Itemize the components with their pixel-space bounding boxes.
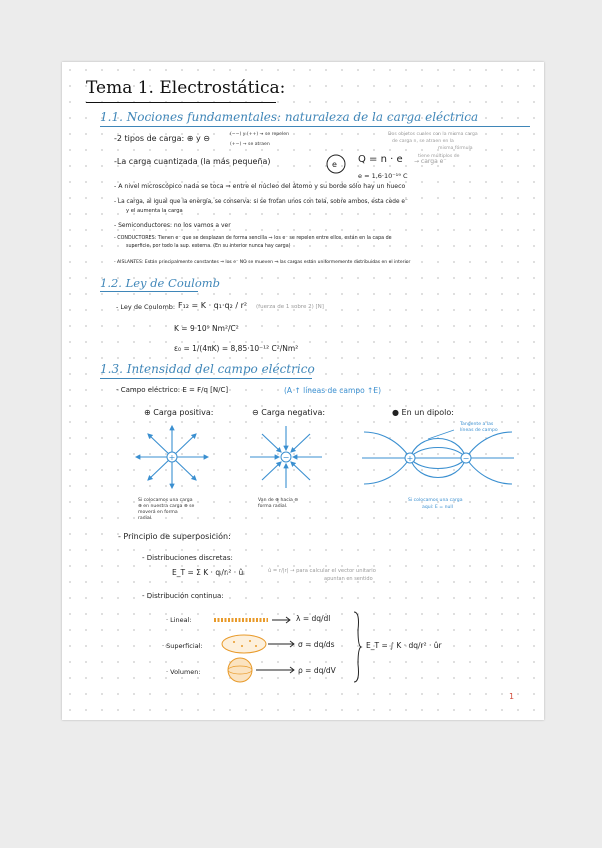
linear-label: · Lineal:: [166, 616, 192, 624]
bullet-microscopic: - A nivel microscópico nada se toca ⇒ entre el núcleo del átomo y su borde sólo hay un hueco: [114, 183, 406, 190]
discrete-label: - Distribuciones discretas:: [142, 554, 233, 562]
page-number: 1: [509, 692, 515, 701]
section-1-underline: [100, 126, 530, 127]
positive-field-diagram: [130, 422, 214, 492]
dipole-label: ● En un dipolo:: [392, 408, 454, 417]
field-label: - Campo eléctrico: E = F/q [N/C]: [116, 386, 229, 394]
linear-distribution-icon: [212, 608, 292, 628]
unit-vector-note-2: apuntan en sentido: [324, 576, 373, 582]
svg-text:+: +: [406, 454, 414, 463]
page-title: Tema 1. Electrostática:: [86, 78, 286, 98]
superposition-label: - Principio de superposición:: [118, 532, 231, 541]
surface-label: · Superficial:: [162, 642, 203, 650]
svg-text:−: −: [462, 454, 470, 463]
positive-note-3: moverá en forma: [138, 510, 178, 515]
dipole-note-2: líneas de campo: [460, 428, 498, 433]
negative-note-2: forma radial.: [258, 504, 288, 509]
grey-note-2: de carga n, se atraen en la: [392, 139, 454, 144]
continuous-label: - Distribución continua:: [142, 592, 224, 600]
distribution-brace: [352, 610, 362, 684]
lambda-formula: λ = dq/dl: [296, 614, 331, 623]
surface-distribution-icon: [218, 632, 298, 656]
bullet-charge-types: -2 tipos de carga: ⊕ y ⊖: [114, 134, 210, 143]
section-3-underline: [100, 378, 312, 379]
volume-distribution-icon: [222, 656, 302, 684]
negative-field-diagram: [244, 422, 328, 492]
positive-charge-label: ⊕ Carga positiva:: [144, 408, 214, 417]
bullet-conservation-cont: y el aumenta la carga: [126, 208, 183, 214]
section-2-heading: 1.2. Ley de Coulomb: [100, 276, 221, 290]
like-charges-note: (−−) y (++) → se repelen: [230, 132, 290, 137]
notebook-page: [62, 62, 544, 720]
section-2-underline: [100, 291, 198, 292]
e-value: e = 1,6·10⁻¹⁹ C: [358, 172, 408, 180]
coulomb-formula: F₁₂ = K · q₁·q₂ / r²: [178, 301, 248, 310]
discrete-formula: E_T = Σ K · qᵢ/rᵢ² · ûᵢ: [172, 568, 245, 577]
bullet-insulators: - AISLANTES: Están principalmente constantes ⇒ los e⁻ NO se mueven ⇒ las cargas están uniformemente distribuidas en el interior: [114, 260, 411, 265]
section-1-heading: 1.1. Nociones fundamentales: naturaleza de la carga eléctrica: [100, 110, 479, 124]
integral-formula: E_T = ∫ K · dq/r² · ûr: [366, 641, 442, 650]
svg-text:+: +: [168, 453, 176, 462]
grey-note-4: tiene múltiplos de: [418, 154, 460, 159]
negative-note-1: Van de ⊕ hacia ⊖: [258, 498, 299, 503]
unlike-charges-note: (+−) → se atraen: [230, 142, 270, 147]
negative-charge-label: ⊖ Carga negativa:: [252, 408, 326, 417]
positive-note-2: ⊕ en nuestra carga ⊕ se: [138, 504, 195, 509]
bullet-conductors-cont: superficie, por todo la sup. externa. (En su interior nunca hay carga): [126, 244, 291, 249]
section-3-heading: 1.3. Intensidad del campo eléctrico: [100, 362, 315, 376]
dipole-note-3: Si colocamos una carga: [408, 498, 463, 503]
sigma-formula: σ = dq/ds: [298, 640, 335, 649]
dipole-note-4: aquí: E = null: [422, 505, 453, 510]
coulomb-note: (fuerza de 1 sobre 2) [N]: [256, 304, 324, 310]
electron-symbol: e: [332, 160, 337, 169]
q-label: → carga e⁻: [414, 158, 447, 165]
bullet-quantized: -La carga cuantizada (la más pequeña): [114, 157, 271, 166]
bullet-conductors: - CONDUCTORES: Tienen e⁻ que se desplazan de forma sencilla ⇒ los e⁻ se repelen entre ellos, están en la capa de: [114, 236, 392, 241]
k-value: K = 9·10⁹ Nm²/C²: [174, 324, 239, 333]
q-formula: Q = n · e: [358, 154, 403, 165]
grey-note-1: Dos objetos cuales con la misma carga: [388, 132, 478, 137]
field-note: (A ↑ líneas de campo ↑E): [284, 386, 381, 395]
svg-text:−: −: [282, 453, 290, 462]
coulomb-label: - Ley de Coulomb:: [116, 303, 176, 311]
unit-vector-note: û = r/|r| → para calcular el vector unitario: [268, 568, 376, 574]
title-underline: [86, 102, 276, 103]
bullet-semiconductors: - Semiconductores: no los vamos a ver: [114, 222, 231, 229]
volume-label: · Volumen:: [166, 668, 201, 676]
positive-note-4: radial.: [138, 516, 153, 521]
positive-note-1: Si colocamos una carga: [138, 498, 193, 503]
grey-note-3: misma fórmula: [438, 146, 473, 151]
epsilon-value: ε₀ = 1/(4πK) = 8,85·10⁻¹² C²/Nm²: [174, 344, 299, 353]
bullet-conservation: - La carga, al igual que la energía, se conserva: si se frotan unos con tela, sobre ambos, esta cede e⁻: [114, 199, 408, 205]
dipole-note-1: Tangente a las: [460, 422, 494, 427]
rho-formula: ρ = dq/dV: [298, 666, 336, 675]
